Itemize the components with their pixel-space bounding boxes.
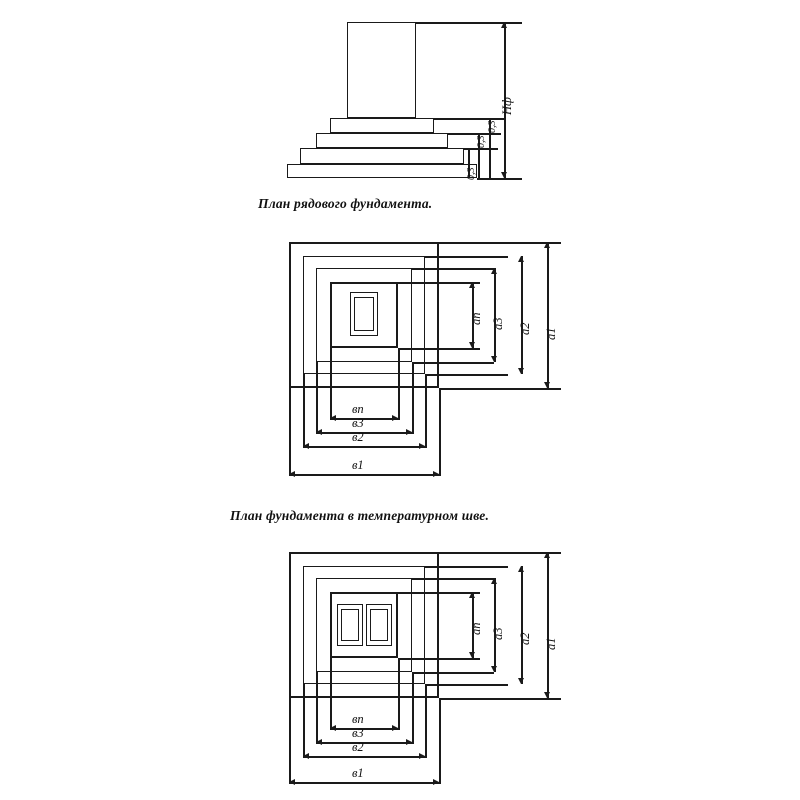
plan2-dim-line-v1 (289, 782, 439, 784)
plan2-arrow-v2-left (303, 753, 309, 759)
plan2-dim-line-vp (330, 728, 398, 730)
plan1-arrow-a2-down (518, 368, 524, 374)
plan1-arrow-a2-up (518, 256, 524, 262)
plan2-dim-label-a3: а3 (491, 627, 505, 640)
plan1-ext-v3-left (316, 362, 318, 434)
column-shaft (347, 22, 416, 118)
plan2-dim-line-v3 (316, 742, 412, 744)
plan1-dim-label-a1: а1 (544, 327, 558, 340)
plan2-arrow-v2-right (419, 753, 425, 759)
plan2-column-socket-right-inner (370, 609, 388, 641)
plan1-arrow-v2-left (303, 443, 309, 449)
plan1-dim-line-vp (330, 418, 398, 420)
plan2-arrow-a3-down (491, 666, 497, 672)
plan1-ext-v2-left (303, 374, 305, 448)
dim-label-step-2: 0,3 (476, 135, 487, 148)
plan2-ext-ap-bottom (398, 658, 480, 660)
plan2-arrow-ap-down (469, 652, 475, 658)
extension-line-step1 (434, 118, 504, 120)
plan2-ext-v1-right (439, 698, 441, 784)
plan1-dim-label-v3: в3 (352, 416, 364, 430)
plan1-arrow-vp-left (330, 415, 336, 421)
plan1-arrow-v1-left (289, 471, 295, 477)
plan2-ext-v3-left (316, 672, 318, 744)
plan2-arrow-v1-left (289, 779, 295, 785)
plan2-dim-label-a1: а1 (544, 637, 558, 650)
caption-plan-expansion-joint: План фундамента в температурном шве. (230, 508, 490, 523)
extension-line-step2 (448, 133, 501, 135)
plan2-dim-line-a3 (494, 578, 496, 672)
plan1-arrow-a1-up (544, 242, 550, 248)
dim-arrow-down-hf (501, 172, 507, 178)
plan2-dim-line-a1 (547, 552, 549, 698)
plan1-dim-line-v3 (316, 432, 412, 434)
plan2-arrow-vp-left (330, 725, 336, 731)
plan2-dim-label-vp: вп (352, 712, 364, 726)
plan1-ext-v2-right (425, 374, 427, 448)
footing-step-2 (316, 133, 448, 148)
plan1-arrow-v3-left (316, 429, 322, 435)
plan2-ext-a2-bottom (425, 684, 508, 686)
plan1-ext-v3-right (412, 362, 414, 434)
plan2-arrow-vp-right (392, 725, 398, 731)
plan2-arrow-v3-right (406, 739, 412, 745)
plan2-dim-line-v2 (303, 756, 425, 758)
plan1-dim-label-vp: вп (352, 402, 364, 416)
plan1-arrow-v1-right (433, 471, 439, 477)
plan1-arrow-ap-up (469, 282, 475, 288)
plan1-ext-ap-bottom (398, 348, 480, 350)
plan1-ext-a3-top (412, 268, 494, 270)
plan1-ext-a3-bottom (412, 362, 494, 364)
plan1-ext-vp-right (398, 348, 400, 420)
plan2-ext-vp-right (398, 658, 400, 730)
plan2-ext-vp-left (330, 658, 332, 730)
plan2-arrow-a2-up (518, 566, 524, 572)
plan1-dim-line-a2 (521, 256, 523, 374)
plan2-dim-line-a2 (521, 566, 523, 684)
plan1-dim-label-v2: в2 (352, 430, 364, 444)
plan2-arrow-v3-left (316, 739, 322, 745)
plan2-ext-ap-top (398, 592, 480, 594)
caption-plan-ordinary: План рядового фундамента. (258, 196, 433, 211)
plan1-dim-line-a1 (547, 242, 549, 388)
plan2-ext-v1-left (289, 698, 291, 784)
plan1-arrow-a1-down (544, 382, 550, 388)
plan2-ext-a3-top (412, 578, 494, 580)
plan2-column-socket-left-inner (341, 609, 359, 641)
plan2-ext-a1-bottom (439, 698, 561, 700)
dim-label-total-height: Hф (500, 97, 514, 115)
footing-step-3 (300, 148, 464, 164)
plan2-arrow-ap-up (469, 592, 475, 598)
plan2-dim-label-ap: ап (469, 622, 483, 635)
dim-label-step-3: 0,3 (466, 167, 477, 180)
plan1-dim-label-v1: в1 (352, 458, 364, 472)
dim-label-step-1: 0,3 (487, 120, 498, 133)
plan1-ext-v1-right (439, 388, 441, 476)
plan1-ext-ap-top (398, 282, 480, 284)
plan1-ext-a1-top (439, 242, 561, 244)
plan1-arrow-a3-down (491, 356, 497, 362)
plan2-dim-label-v1: в1 (352, 766, 364, 780)
plan2-arrow-a1-down (544, 692, 550, 698)
plan1-dim-line-v1 (289, 474, 439, 476)
plan1-ext-v1-left (289, 388, 291, 476)
plan2-ext-v3-right (412, 672, 414, 744)
extension-line-bottom (477, 178, 522, 180)
plan2-dim-label-v3: в3 (352, 726, 364, 740)
plan2-ext-a1-top (439, 552, 561, 554)
plan2-arrow-v1-right (433, 779, 439, 785)
plan2-dim-label-a2: а2 (518, 632, 532, 645)
plan1-dim-line-a3 (494, 268, 496, 362)
plan2-dim-label-v2: в2 (352, 740, 364, 754)
plan1-arrow-vp-right (392, 415, 398, 421)
plan1-dim-label-ap: ап (469, 312, 483, 325)
plan1-arrow-ap-down (469, 342, 475, 348)
footing-step-1 (330, 118, 434, 133)
plan2-ext-a2-top (425, 566, 508, 568)
dim-arrow-up-hf (501, 22, 507, 28)
footing-base-slab (287, 164, 477, 178)
plan1-ext-a2-bottom (425, 374, 508, 376)
plan2-ext-a3-bottom (412, 672, 494, 674)
plan1-arrow-v3-right (406, 429, 412, 435)
plan2-arrow-a3-up (491, 578, 497, 584)
plan1-arrow-a3-up (491, 268, 497, 274)
plan1-dim-line-v2 (303, 446, 425, 448)
plan1-dim-label-a2: а2 (518, 322, 532, 335)
plan1-ext-vp-left (330, 348, 332, 420)
plan2-arrow-a2-down (518, 678, 524, 684)
plan1-ext-a1-bottom (439, 388, 561, 390)
plan2-ext-v2-right (425, 684, 427, 758)
plan1-column-socket-inner (354, 297, 374, 331)
plan1-dim-label-a3: а3 (491, 317, 505, 330)
plan1-ext-a2-top (425, 256, 508, 258)
plan2-arrow-a1-up (544, 552, 550, 558)
plan2-ext-v2-left (303, 684, 305, 758)
plan1-arrow-v2-right (419, 443, 425, 449)
